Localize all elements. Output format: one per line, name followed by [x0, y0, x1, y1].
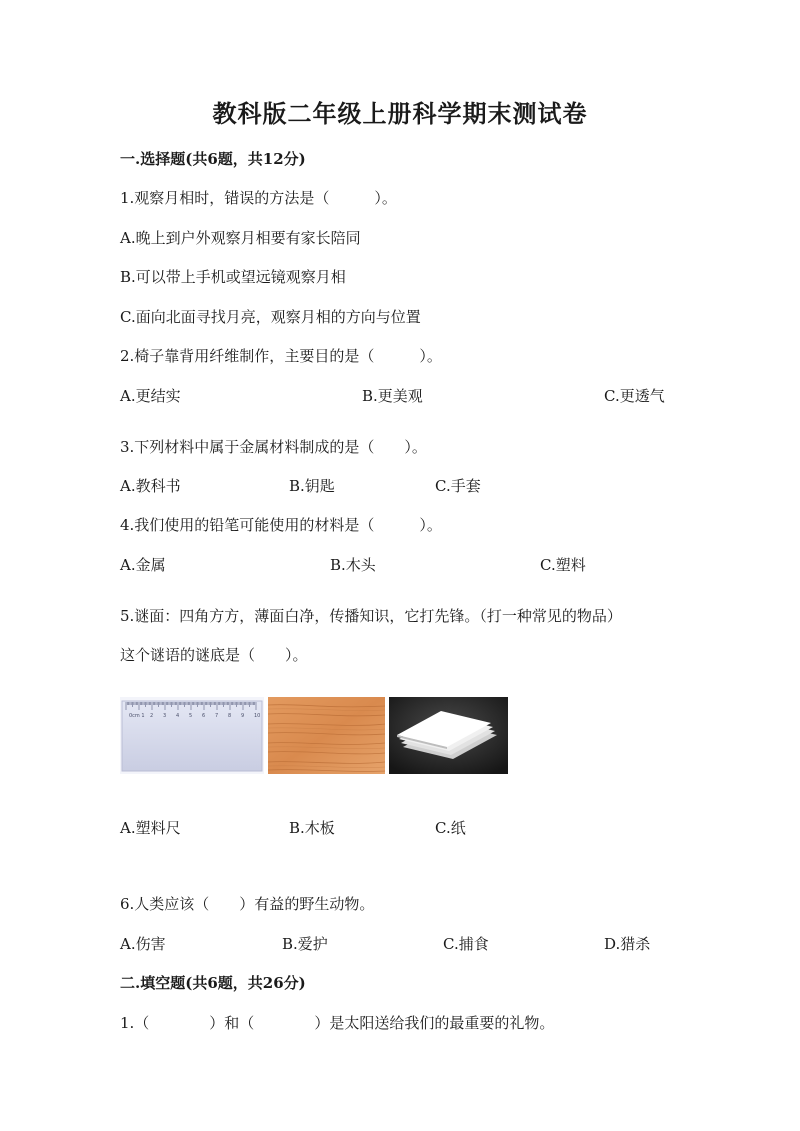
ruler-tick-label: 10	[254, 713, 261, 719]
question-2-option-a: A.更结实	[120, 387, 181, 405]
question-6-option-c: C.捕食	[443, 935, 489, 953]
question-3-option-a: A.教科书	[120, 477, 181, 495]
question-4-option-c: C.塑料	[540, 556, 586, 574]
question-5-stem: 5.谜面：四角方方，薄面白净，传播知识，它打先锋。（打一种常见的物品）	[120, 607, 622, 625]
ruler-tick-label: 6	[202, 713, 206, 719]
question-2-option-b: B.更美观	[362, 387, 423, 405]
question-4-option-b: B.木头	[330, 556, 376, 574]
question-4-stem: 4.我们使用的铅笔可能使用的材料是（ ）。	[120, 516, 442, 534]
question-6-option-b: B.爱护	[282, 935, 328, 953]
question-5-option-a: A.塑料尺	[120, 819, 181, 837]
question-3-option-b: B.钥匙	[289, 477, 335, 495]
question-5-stem-line2: 这个谜语的谜底是（ ）。	[120, 646, 308, 664]
question-6-option-d: D.猎杀	[604, 935, 651, 953]
question-5-option-b: B.木板	[289, 819, 335, 837]
question-1-option-c: C.面向北面寻找月亮，观察月相的方向与位置	[120, 308, 421, 326]
ruler-tick-label: 8	[228, 713, 232, 719]
fill-question-1-stem: 1.（ ）和（ ）是太阳送给我们的最重要的礼物。	[120, 1014, 555, 1032]
paper-stack-image	[389, 697, 508, 774]
section-heading-choice: 一.选择题(共6题，共12分)	[120, 150, 306, 168]
ruler-tick-label: 9	[241, 713, 245, 719]
ruler-tick-label: 0cm 1	[129, 713, 145, 719]
ruler-tick-label: 2	[150, 713, 154, 719]
question-6-stem: 6.人类应该（ ）有益的野生动物。	[120, 895, 375, 913]
question-6-option-a: A.伤害	[120, 935, 166, 953]
wood-board-image	[268, 697, 385, 774]
question-3-stem: 3.下列材料中属于金属材料制成的是（ ）。	[120, 438, 427, 456]
question-1-option-b: B.可以带上手机或望远镜观察月相	[120, 268, 346, 286]
question-3-option-c: C.手套	[435, 477, 481, 495]
question-5-option-c: C.纸	[435, 819, 466, 837]
page-title: 教科版二年级上册科学期末测试卷	[212, 99, 588, 128]
ruler-tick-label: 7	[215, 713, 219, 719]
ruler-tick-label: 3	[163, 713, 167, 719]
question-1-option-a: A.晚上到户外观察月相要有家长陪同	[120, 229, 361, 247]
question-1-stem: 1.观察月相时，错误的方法是（ ）。	[120, 189, 397, 207]
question-4-option-a: A.金属	[120, 556, 166, 574]
ruler-tick-label: 5	[189, 713, 193, 719]
section-heading-fill-in: 二.填空题(共6题，共26分)	[120, 974, 306, 992]
question-2-stem: 2.椅子靠背用纤维制作，主要目的是（ ）。	[120, 347, 442, 365]
ruler-image	[120, 697, 264, 774]
question-2-option-c: C.更透气	[604, 387, 665, 405]
ruler-tick-label: 4	[176, 713, 180, 719]
